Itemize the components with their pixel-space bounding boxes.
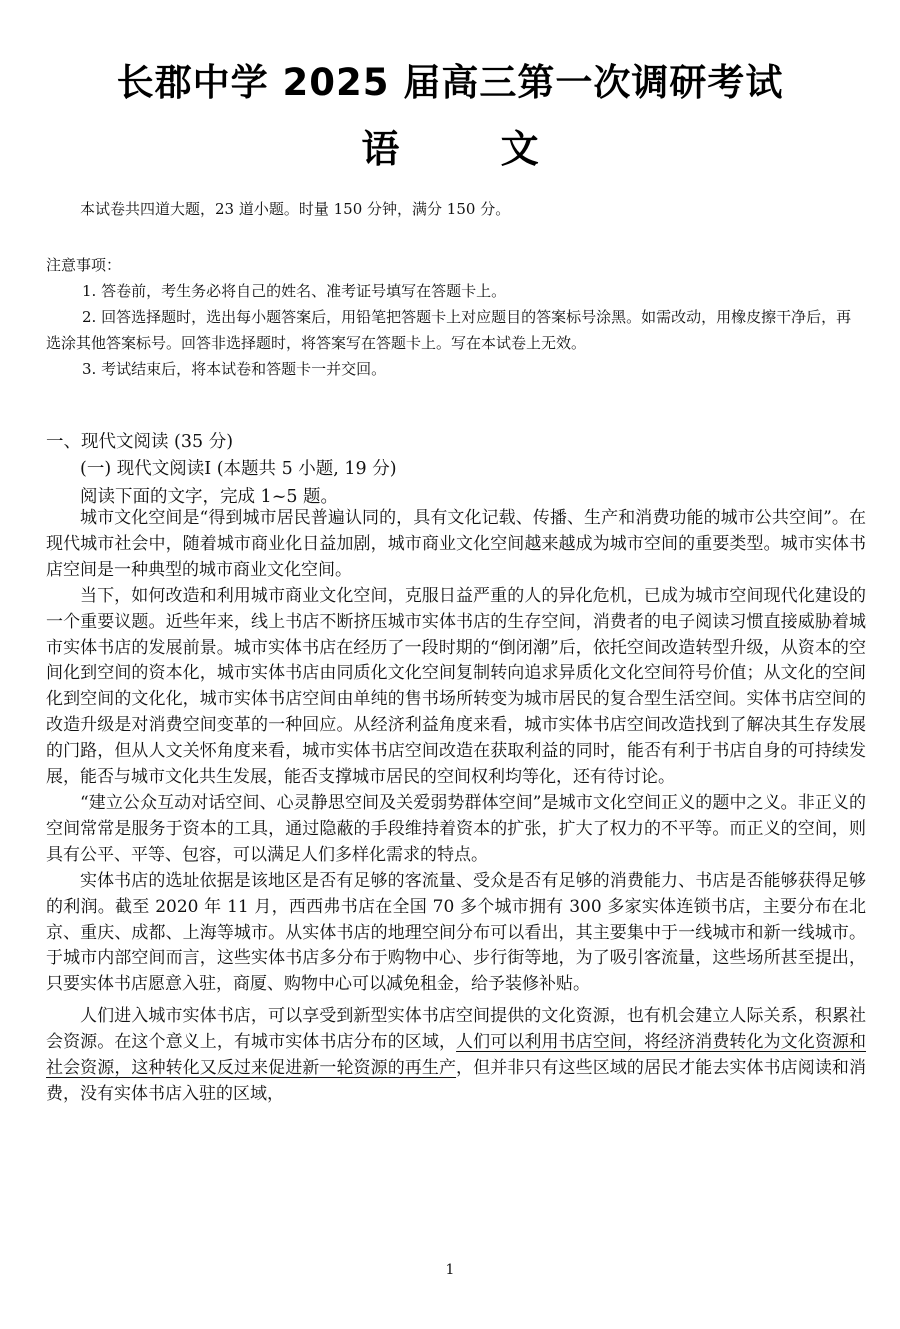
- passage-paragraph-4: 实体书店的选址依据是该地区是否有足够的客流量、受众是否有足够的消费能力、书店是否能够获得足够的利润。截至 2020 年 11 月，西西弗书店在全国 70 多个城市拥有 300 多家实体连锁书店，主要分布在北京、重庆、成都、上海等城市。从实体书店的地理空间分布可以看出，其主要集中于一线城市和新一线城市。于城市内部空间而言，这些实体书店多分布于购物中心、步行街等地，为了吸引客流量，这些场所甚至提出，只要实体书店愿意入驻，商厦、购物中心可以减免租金，给予装修补贴。: [46, 870, 866, 995]
- exam-intro: 本试卷共四道大题，23 道小题。时量 150 分钟，满分 150 分。: [80, 200, 511, 218]
- passage-paragraph-3: “建立公众互动对话空间、心灵静思空间及关爱弱势群体空间”是城市文化空间正义的题中之义。非正义的空间常常是服务于资本的工具，通过隐蔽的手段维持着资本的扩张，扩大了权力的不平等。而正义的空间，则具有公平、平等、包容，可以满足人们多样化需求的特点。: [46, 792, 866, 865]
- section-title: 一、现代文阅读 (35 分): [46, 432, 234, 452]
- reading-passage: [46, 506, 866, 1108]
- passage-paragraph-5: [46, 1004, 866, 1108]
- exam-title: 长郡中学 2025 届高三第一次调研考试: [116, 61, 784, 104]
- paragraph-5-end: ，但并非只有这些区域的居民才能去实体书店阅读和消费，没有实体书店入驻的区域，: [46, 1058, 867, 1104]
- section-instruction: 阅读下面的文字，完成 1~5 题。: [80, 487, 339, 507]
- paragraph-5-start: 人们进入城市实体书店，可以享受到新型实体书店空间提供的文化资源，也有机会建立人际关系，积累社会资源。在这个意义上，有城市实体书店分布的区域，: [46, 1006, 866, 1053]
- section-subtitle: (一) 现代文阅读I (本题共 5 小题, 19 分): [80, 459, 397, 479]
- page-number: 1: [445, 1262, 455, 1278]
- notes-item: 1. 答卷前，考生务必将自己的姓名、准考证号填写在答题卡上。: [82, 282, 507, 300]
- subject-title: 语 文: [361, 127, 583, 171]
- notes-item: 2. 回答选择题时，选出每小题答案后，用铅笔把答题卡上对应题目的答案标号涂黑。如需改动，用橡皮擦干净后，再选涂其他答案标号。回答非选择题时，将答案写在答题卡上。写在本试卷上无效。: [46, 308, 852, 352]
- notes-item: 3. 考试结束后，将本试卷和答题卡一并交回。: [82, 360, 387, 378]
- passage-paragraph-2: 当下，如何改造和利用城市商业文化空间，克服日益严重的人的异化危机，已成为城市空间现代化建设的一个重要议题。近些年来，线上书店不断挤压城市实体书店的生存空间，消费者的电子阅读习惯直接威胁着城市实体书店的发展前景。城市实体书店在经历了一段时期的“倒闭潮”后，依托空间改造转型升级，从资本的空间化到空间的资本化，城市实体书店由同质化文化空间复制转向追求异质化文化空间符号价值；从文化的空间化到空间的文化化，城市实体书店空间由单纯的售书场所转变为城市居民的复合型生活空间。实体书店空间的改造升级是对消费空间变革的一种回应。从经济利益角度来看，城市实体书店空间改造找到了解决其生存发展的门路，但从人文关怀角度来看，城市实体书店空间改造在获取利益的同时，能否有利于书店自身的可持续发展，能否与城市文化共生发展，能否支撑城市居民的空间权利均等化，还有待讨论。: [46, 585, 866, 788]
- underlined-sentence: 人们可以利用书店空间，将经济消费转化为文化资源和社会资源，这种转化又反过来促进新一轮资源的再生产: [46, 1032, 867, 1079]
- passage-paragraph-1: 城市文化空间是“得到城市居民普遍认同的，具有文化记载、传播、生产和消费功能的城市公共空间”。在现代城市社会中，随着城市商业化日益加剧，城市商业文化空间越来越成为城市空间的重要类型。城市实体书店空间是一种典型的城市商业文化空间。: [46, 508, 866, 580]
- notes-block: [46, 252, 866, 382]
- notes-heading: 注意事项：: [46, 256, 122, 274]
